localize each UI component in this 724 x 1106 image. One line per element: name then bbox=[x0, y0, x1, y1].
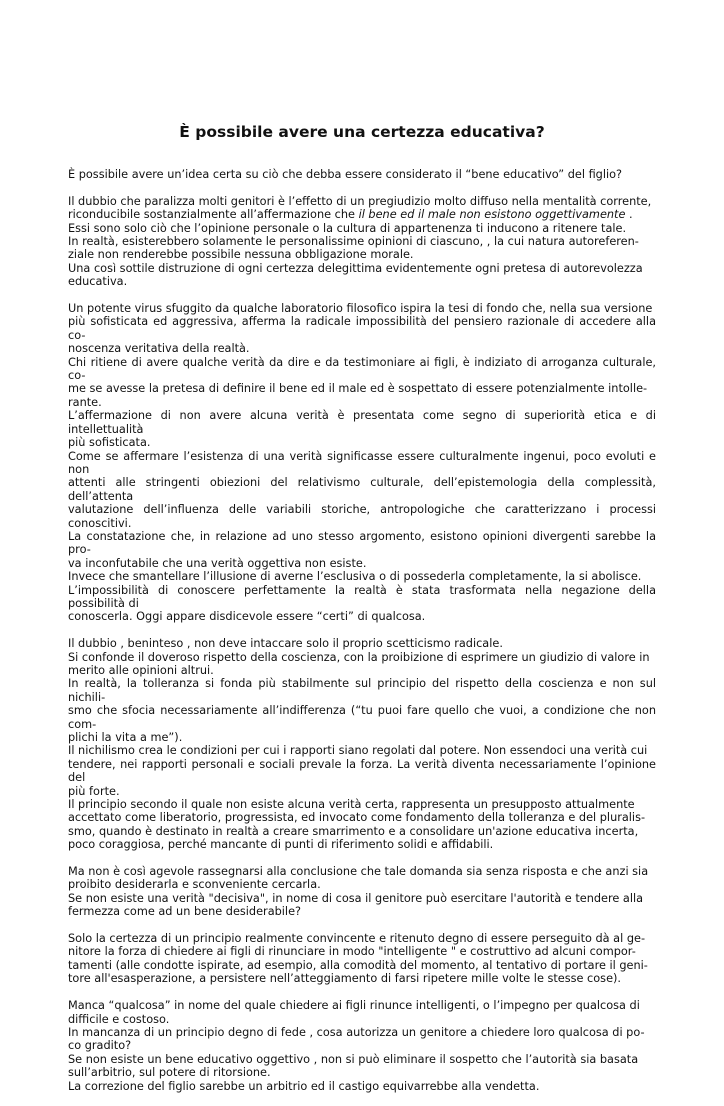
line-text: più forte. bbox=[68, 784, 120, 798]
text-line bbox=[68, 704, 656, 731]
text-line bbox=[68, 503, 656, 530]
paragraph bbox=[68, 637, 656, 852]
line-text: proibito desiderarla e sconveniente cercarla. bbox=[68, 878, 321, 892]
line-text: valutazione dell’influenza delle variabili storiche, antropologiche che caratterizzano i processi conoscitivi. bbox=[68, 503, 656, 530]
line-text: Se non esiste una verità "decisiva", in nome di cosa il genitore può esercitare l'autorità e tendere alla bbox=[68, 891, 644, 905]
line-text: tore all'esasperazione, a persistere nell’atteggiamento di farsi ripetere mille volte le stesse cose). bbox=[68, 972, 622, 986]
line-text: La constatazione che, in relazione ad uno stesso argomento, esistono opinioni divergenti sarebbe la pro- bbox=[68, 529, 656, 557]
paragraph bbox=[68, 195, 656, 289]
paragraph bbox=[68, 999, 656, 1093]
line-text: plichi la vita a me”). bbox=[68, 731, 183, 745]
text-line bbox=[68, 838, 656, 851]
line-text: Se non esiste un bene educativo oggettivo , non si può eliminare il sospetto che l’autorità sia basata bbox=[68, 1052, 639, 1066]
line-text: conoscerla. Oggi appare disdicevole essere “certi” di qualcosa. bbox=[68, 610, 426, 624]
text-line bbox=[68, 450, 656, 477]
line-text: tamenti (alle condotte ispirate, ad esempio, alla comodità del momento, al tentativo di portare il geni- bbox=[68, 958, 648, 972]
text-line bbox=[68, 758, 656, 785]
line-text: attenti alle stringenti obiezioni del relativismo culturale, dell’epistemologia della complessità, dell’attenta bbox=[68, 476, 656, 503]
text-line bbox=[68, 1039, 656, 1052]
document-title: È possibile avere una certezza educativa? bbox=[179, 123, 545, 141]
line-text: Ma non è così agevole rassegnarsi alla conclusione che tale domanda sia senza risposta e che anzi sia bbox=[68, 865, 649, 879]
line-text: La correzione del figlio sarebbe un arbitrio ed il castigo equivarrebbe alla vendetta. bbox=[68, 1079, 540, 1093]
text-line bbox=[68, 905, 656, 918]
text-line bbox=[68, 1066, 656, 1079]
text-line bbox=[68, 959, 656, 972]
line-text: Essi sono solo ciò che l’opinione personale o la cultura di appartenenza ti inducono a ritenere tale. bbox=[68, 221, 627, 235]
text-line bbox=[68, 409, 656, 436]
text-line bbox=[68, 248, 656, 261]
text-line bbox=[68, 302, 656, 315]
line-text: Manca “qualcosa” in nome del quale chiedere ai figli rinunce intelligenti, o l’impegno per qualcosa di bbox=[68, 999, 640, 1013]
line-text: va inconfutabile che una verità oggettiva non esiste. bbox=[68, 556, 367, 570]
text-line bbox=[68, 262, 656, 275]
text-line bbox=[68, 811, 656, 824]
text-line bbox=[68, 865, 656, 878]
line-text: poco coraggiosa, perché mancante di punti di riferimento solidi e affidabili. bbox=[68, 838, 494, 852]
line-text: noscenza veritativa della realtà. bbox=[68, 342, 250, 356]
text-line bbox=[68, 382, 656, 395]
line-text: Invece che smantellare l’illusione di averne l’esclusiva o di possederla completamente, la si abolisce. bbox=[68, 570, 642, 584]
line-text: Il dubbio , beninteso , non deve intaccare solo il proprio scetticismo radicale. bbox=[68, 637, 503, 651]
text-line bbox=[68, 436, 656, 449]
line-text: In realtà, esisterebbero solamente le personalissime opinioni di ciascuno, , la cui natura autoreferen- bbox=[68, 235, 639, 249]
line-text: sull’arbitrio, sul potere di ritorsione. bbox=[68, 1066, 271, 1080]
line-emphasis: il bene ed il male non esistono oggettivamente bbox=[358, 208, 626, 222]
line-text: ziale non renderebbe possibile nessuna obbligazione morale. bbox=[68, 248, 414, 262]
text-line bbox=[68, 1026, 656, 1039]
line-text: L’impossibilità di conoscere perfettamente la realtà è stata trasformata nella negazione della possibilità di bbox=[68, 583, 656, 610]
line-text: Il dubbio che paralizza molti genitori è l’effetto di un pregiudizio molto diffuso nella mentalità corrente, bbox=[68, 194, 652, 208]
text-line bbox=[68, 651, 656, 664]
text-line bbox=[68, 972, 656, 985]
line-text: L’affermazione di non avere alcuna verità è presentata come segno di superiorità etica e di intellettualità bbox=[68, 409, 656, 436]
line-text: nitore la forza di chiedere ai figli di rinunciare in modo "intelligente " e costruttivo ad alcuni compor- bbox=[68, 945, 636, 959]
line-text: fermezza come ad un bene desiderabile? bbox=[68, 905, 302, 919]
text-line bbox=[68, 945, 656, 958]
text-line bbox=[68, 356, 656, 383]
text-line bbox=[68, 557, 656, 570]
line-text: Un potente virus sfuggito da qualche laboratorio filosofico ispira la tesi di fondo che, nella sua versione bbox=[68, 302, 653, 316]
text-line bbox=[68, 530, 656, 557]
text-line bbox=[68, 342, 656, 355]
text-line bbox=[68, 610, 656, 623]
text-line bbox=[68, 168, 656, 181]
text-line bbox=[68, 1080, 656, 1093]
line-text: smo, quando è destinato in realtà a creare smarrimento e a consolidare un'azione educativa incerta, bbox=[68, 824, 639, 838]
text-line bbox=[68, 932, 656, 945]
text-line bbox=[68, 584, 656, 611]
text-line bbox=[68, 825, 656, 838]
text-line bbox=[68, 878, 656, 891]
text-line bbox=[68, 1053, 656, 1066]
document-body bbox=[68, 168, 656, 1106]
line-text: rante. bbox=[68, 395, 102, 409]
text-line bbox=[68, 744, 656, 757]
paragraph bbox=[68, 168, 656, 181]
line-text: co gradito? bbox=[68, 1039, 132, 1053]
line-text: educativa. bbox=[68, 275, 128, 289]
text-line bbox=[68, 731, 656, 744]
line-text: Il principio secondo il quale non esiste alcuna verità certa, rappresenta un presupposto attualmente bbox=[68, 798, 635, 812]
line-text: È possibile avere un’idea certa su ciò che debba essere considerato il “bene educativo” del figlio? bbox=[68, 168, 623, 181]
line-text-after: . bbox=[625, 208, 633, 222]
line-text: Il nichilismo crea le condizioni per cui i rapporti siano regolati dal potere. Non essendoci una verità cui bbox=[68, 744, 648, 758]
text-line bbox=[68, 664, 656, 677]
line-text: riconducibile sostanzialmente all’affermazione che bbox=[68, 208, 359, 222]
text-line bbox=[68, 892, 656, 905]
text-line bbox=[68, 275, 656, 288]
text-line bbox=[68, 396, 656, 409]
text-line bbox=[68, 195, 656, 208]
line-text: merito alle opinioni altrui. bbox=[68, 663, 214, 677]
line-text: Chi ritiene di avere qualche verità da dire e da testimoniare ai figli, è indiziato di arroganza culturale, co- bbox=[68, 355, 656, 383]
line-text: Come se affermare l’esistenza di una verità significasse essere culturalmente ingenui, poco evoluti e non bbox=[68, 449, 656, 476]
paragraph bbox=[68, 865, 656, 919]
text-line bbox=[68, 677, 656, 704]
line-text: me se avesse la pretesa di definire il bene ed il male ed è sospettato di essere potenzialmente intolle- bbox=[68, 382, 648, 396]
text-line bbox=[68, 798, 656, 811]
line-text: In mancanza di un principio degno di fede , cosa autorizza un genitore a chiedere loro qualcosa di po- bbox=[68, 1025, 645, 1039]
text-line bbox=[68, 785, 656, 798]
text-line bbox=[68, 235, 656, 248]
line-text: smo che sfocia necessariamente all’indifferenza (“tu puoi fare quello che vuoi, a condizione che non com- bbox=[68, 704, 656, 731]
line-text: tendere, nei rapporti personali e sociali prevale la forza. La verità diventa necessariamente l’opinione del bbox=[68, 757, 656, 785]
line-text: In realtà, la tolleranza si fonda più stabilmente sul principio del rispetto della coscienza e non sul nichili- bbox=[68, 677, 656, 704]
line-text: difficile e costoso. bbox=[68, 1012, 170, 1026]
line-text: più sofisticata ed aggressiva, afferma la radicale impossibilità del pensiero razionale di accedere alla co- bbox=[68, 315, 656, 342]
text-line bbox=[68, 208, 656, 221]
text-line bbox=[68, 315, 656, 342]
line-text: più sofisticata. bbox=[68, 436, 151, 450]
text-line bbox=[68, 637, 656, 650]
text-line bbox=[68, 570, 656, 583]
line-text: Una così sottile distruzione di ogni certezza delegittima evidentemente ogni pretesa di autorevolezza bbox=[68, 261, 643, 275]
paragraph bbox=[68, 302, 656, 624]
text-line bbox=[68, 476, 656, 503]
line-text: Solo la certezza di un principio realmente convincente e ritenuto degno di essere perseguito dà al ge- bbox=[68, 932, 646, 946]
text-line bbox=[68, 222, 656, 235]
line-text: accettato come liberatorio, progressista, ed invocato come fondamento della tolleranza e del pluralis- bbox=[68, 811, 646, 825]
line-text: Si confonde il doveroso rispetto della coscienza, con la proibizione di esprimere un giudizio di valore in bbox=[68, 650, 650, 664]
text-line bbox=[68, 999, 656, 1012]
paragraph bbox=[68, 932, 656, 986]
